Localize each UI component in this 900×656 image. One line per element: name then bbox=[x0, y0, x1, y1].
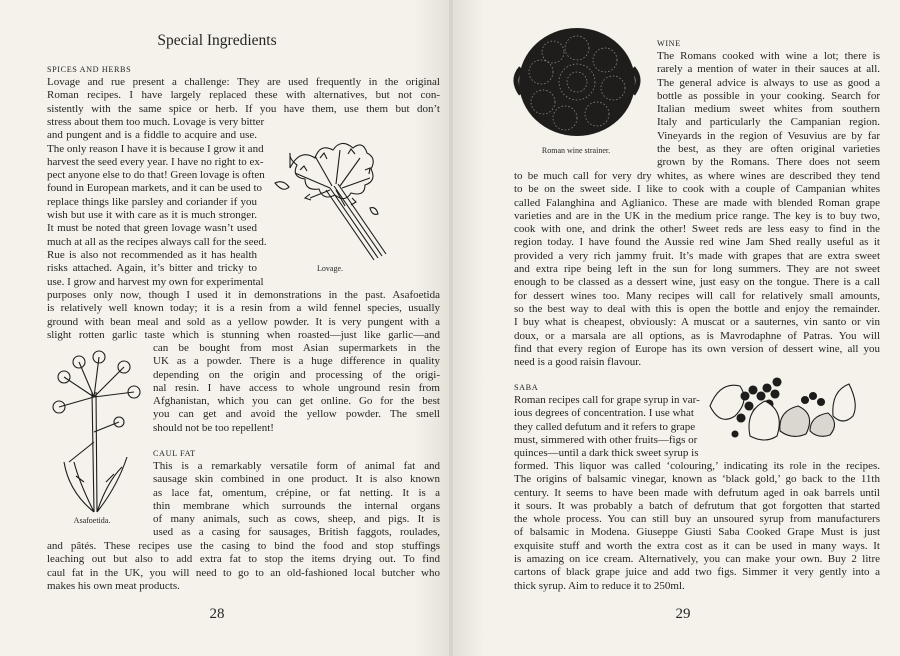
paragraph-spices-4 bbox=[153, 342, 440, 435]
text-line: provided a very rich jammy fruit. It’s made with grapes that are extra sweet bbox=[514, 249, 880, 262]
paragraph-spices-3 bbox=[47, 289, 440, 342]
text-line: and pâtés. These recipes use the casing to bind the food and stop stuffings bbox=[47, 540, 440, 552]
text-line: It must be noted that green lovage wasn’t used bbox=[47, 222, 257, 235]
text-line: thin membrane which surrounds the internal organs bbox=[153, 499, 440, 512]
text-line: as lace fat, omentum, crépine, or fat netting. It is a bbox=[153, 486, 440, 499]
text-line: the whole process. You can still buy an unsoured syrup from manufacturers bbox=[514, 513, 880, 526]
text-line: ground with bean meal and sold as a yellow powder. It is very pungent with a bbox=[47, 315, 440, 328]
text-line: bottle as possible in your cooking. Search for bbox=[657, 89, 880, 102]
text-line: it sours. It was probably a batch of defrutum that got forgotten that started bbox=[514, 499, 880, 512]
text-line: used as a casing for sausages, British faggots, roulades, bbox=[153, 526, 440, 539]
page-number-right: 29 bbox=[675, 606, 691, 622]
strainer-caption: Roman wine strainer. bbox=[541, 146, 611, 155]
text-line: enough to be classed as a dessert wine, just easy on the tongue. There is a call bbox=[514, 276, 880, 289]
text-line: must, simmered with other fruits—figs or bbox=[514, 433, 698, 446]
page-title: Special Ingredients bbox=[157, 32, 277, 49]
text-line: use. I grow and harvest my own for experimental bbox=[47, 275, 264, 288]
text-line: ious degrees of concentration. I use what bbox=[514, 407, 694, 420]
text-line: they called defutum and it refers to grape bbox=[514, 420, 696, 433]
text-line: pect anyone else to do that! Green lovage is often bbox=[47, 169, 265, 182]
text-line: for dessert wines too. Many recipes will call for relatively small amounts, bbox=[514, 289, 880, 302]
text-line: the best, as they are often original varieties bbox=[657, 143, 880, 156]
text-line: formed. This liquor was called ‘colouring,’ indicating its role in the recipes. bbox=[514, 460, 880, 472]
text-line: much at all as the recipes always call for the seed. bbox=[47, 235, 267, 248]
paragraph-wine-2 bbox=[514, 170, 880, 369]
text-line: This is a remarkably versatile form of animal fat and bbox=[153, 460, 440, 472]
text-line: replace things like parsley and coriander if you bbox=[47, 195, 257, 208]
paragraph-caul-2 bbox=[47, 540, 440, 593]
text-line: slight rotten garlic taste which is stunning when roasted—just like garlic—and bbox=[47, 328, 440, 341]
text-line: and pungent and is a fiddle to acquire and use. bbox=[47, 129, 257, 142]
text-line: grown by the Romans. There does not seem bbox=[657, 156, 880, 169]
text-line: century. It seems to have been made with defrutum aged in oak barrels until bbox=[514, 486, 880, 499]
paragraph-caul-1 bbox=[153, 460, 440, 540]
text-line: harvest the seed every year. I have no right to ex- bbox=[47, 155, 264, 168]
paragraph-spices-2 bbox=[47, 116, 267, 289]
text-line: exquisite stuff and worth the extra cost as it can be used in many ways. It bbox=[514, 539, 880, 552]
text-line: doux, or a marsala are all options, as is Mavrodaphne of Patras. You will bbox=[514, 329, 880, 342]
text-line: called Falanghina and Aglianico. These are made with blended Roman grape bbox=[514, 196, 880, 209]
text-line: Lovage and rue present a challenge: They are used frequently in the original bbox=[47, 76, 440, 88]
text-line: stress about them too much. Lovage is very bitter bbox=[47, 116, 265, 128]
text-line: nal resin. I have access to whole unground resin from bbox=[153, 381, 440, 394]
text-line: Roman recipes call for grape syrup in var- bbox=[514, 394, 700, 406]
text-line: Italy and particularly the Campanian region. bbox=[657, 116, 880, 129]
text-line: should not be too repellent! bbox=[153, 421, 274, 434]
text-line: rarely a mention of water in their sauces at all. bbox=[657, 63, 880, 76]
text-line: Italian medium sweet whites from southern bbox=[657, 103, 880, 116]
text-line: of balsamic in Modena. Giuseppe Giusti Saba Cooked Grape Must is just bbox=[514, 526, 880, 539]
paragraph-spices-1 bbox=[47, 76, 440, 116]
text-line: I buy what is cheapest, obviously: A muscat or a sauternes, vin santo or vin bbox=[514, 316, 880, 329]
asafoetida-illustration bbox=[44, 352, 144, 517]
right-page bbox=[453, 0, 900, 656]
wine-strainer-illustration bbox=[509, 28, 645, 138]
section-heading-caul-fat: CAUL FAT bbox=[153, 449, 196, 458]
text-line: The only reason I have it is because I grow it and bbox=[47, 142, 264, 155]
text-line: to be on the sweet side. I like to cook with a couple of Campanian whites bbox=[514, 183, 880, 196]
text-line: risks attached. Again, it’s bitter and tricky to bbox=[47, 262, 257, 275]
text-line: you can get and avoid the yellow powder. The smell bbox=[153, 408, 440, 421]
text-line: The Romans cooked with wine a lot; there is bbox=[657, 50, 880, 62]
text-line: cartons of black grape juice and add two figs. Simmer it very gently into a bbox=[514, 566, 880, 579]
text-line: Rue is also not recommended as it has health bbox=[47, 248, 257, 261]
text-line: quinces—until a dark thick sweet syrup is bbox=[514, 447, 699, 460]
page-number-left: 28 bbox=[209, 606, 225, 622]
text-line: wish but use it with care as it is much stronger. bbox=[47, 209, 257, 222]
section-heading-saba: SABA bbox=[514, 383, 539, 392]
text-line: can be bought from most Asian supermarkets in the bbox=[153, 342, 440, 354]
text-line: need is a good raisin flavour. bbox=[514, 356, 642, 369]
lovage-caption: Lovage. bbox=[317, 264, 343, 273]
text-line: to be much call for very dry whites, as where wines are described they tend bbox=[514, 170, 880, 182]
section-heading-wine: WINE bbox=[657, 39, 681, 48]
text-line: varieties and are in the UK in the medium price range. The key is to buy two, bbox=[514, 209, 880, 222]
text-line: makes his own meat products. bbox=[47, 579, 180, 592]
text-line: Afghanistan, which you can get online. Go for the best bbox=[153, 395, 440, 408]
text-line: thick syrup. Aim to reduce it to 250ml. bbox=[514, 579, 685, 592]
text-line: Roman recipes. I have largely replaced these with alternatives, but not con- bbox=[47, 89, 440, 102]
text-line: of many animals, such as cows, sheep, and pigs. It is bbox=[153, 513, 440, 526]
text-line: The origins of balsamic vinegar, known as ‘black gold,’ go back to the 11th bbox=[514, 473, 880, 486]
text-line: and extra ripe being left in the sun for long summers. They are not sweet bbox=[514, 263, 880, 276]
text-line: is relatively well known today; it is a resin from a wild fennel species, usually bbox=[47, 302, 440, 315]
paragraph-saba-2 bbox=[514, 460, 880, 593]
section-heading-spices: SPICES AND HERBS bbox=[47, 65, 132, 74]
figs-grapes-illustration bbox=[705, 376, 860, 448]
paragraph-saba-1 bbox=[514, 394, 700, 460]
text-line: Vineyards in the region of Vesuvius are by far bbox=[657, 129, 880, 142]
text-line: found in European markets, and it can be used to bbox=[47, 182, 263, 195]
left-page bbox=[0, 0, 449, 656]
text-line: cook with one, and drink the other! Sweet reds are less easy to find in the bbox=[514, 223, 880, 236]
text-line: find that every region of Europe has its own version of dessert wine, all you bbox=[514, 342, 880, 355]
text-line: region today. I have found the Aussie red wine Jam Shed really useful as it bbox=[514, 236, 880, 249]
text-line: is amazing on ice cream. Alternatively, you can make your own. Buy 2 litre bbox=[514, 553, 880, 566]
text-line: caul fat in the UK, you will need to go to an old-fashioned local butcher who bbox=[47, 566, 440, 579]
text-line: The general advice is always to use as good a bbox=[657, 76, 880, 89]
text-line: so the best way to deal with this is open the bottle and enjoy the remainder. bbox=[514, 302, 880, 315]
asafoetida-caption: Asafoetida. bbox=[73, 516, 111, 525]
text-line: leaching out but also to add extra fat to stop the items drying out. To find bbox=[47, 553, 440, 566]
text-line: UK as a powder. There is a huge difference in quality bbox=[153, 355, 440, 368]
text-line: depending on the origin and processing of the origi- bbox=[153, 368, 440, 381]
lovage-illustration bbox=[270, 128, 400, 263]
text-line: purposes only now, though I used it in demonstrations in the past. Asafoetida bbox=[47, 289, 440, 301]
text-line: sistently with the same spice or herb. If you have them, use them but don’t bbox=[47, 102, 440, 115]
text-line: sausage skin combined in one product. It is also known bbox=[153, 473, 440, 486]
paragraph-wine-1 bbox=[657, 50, 880, 170]
